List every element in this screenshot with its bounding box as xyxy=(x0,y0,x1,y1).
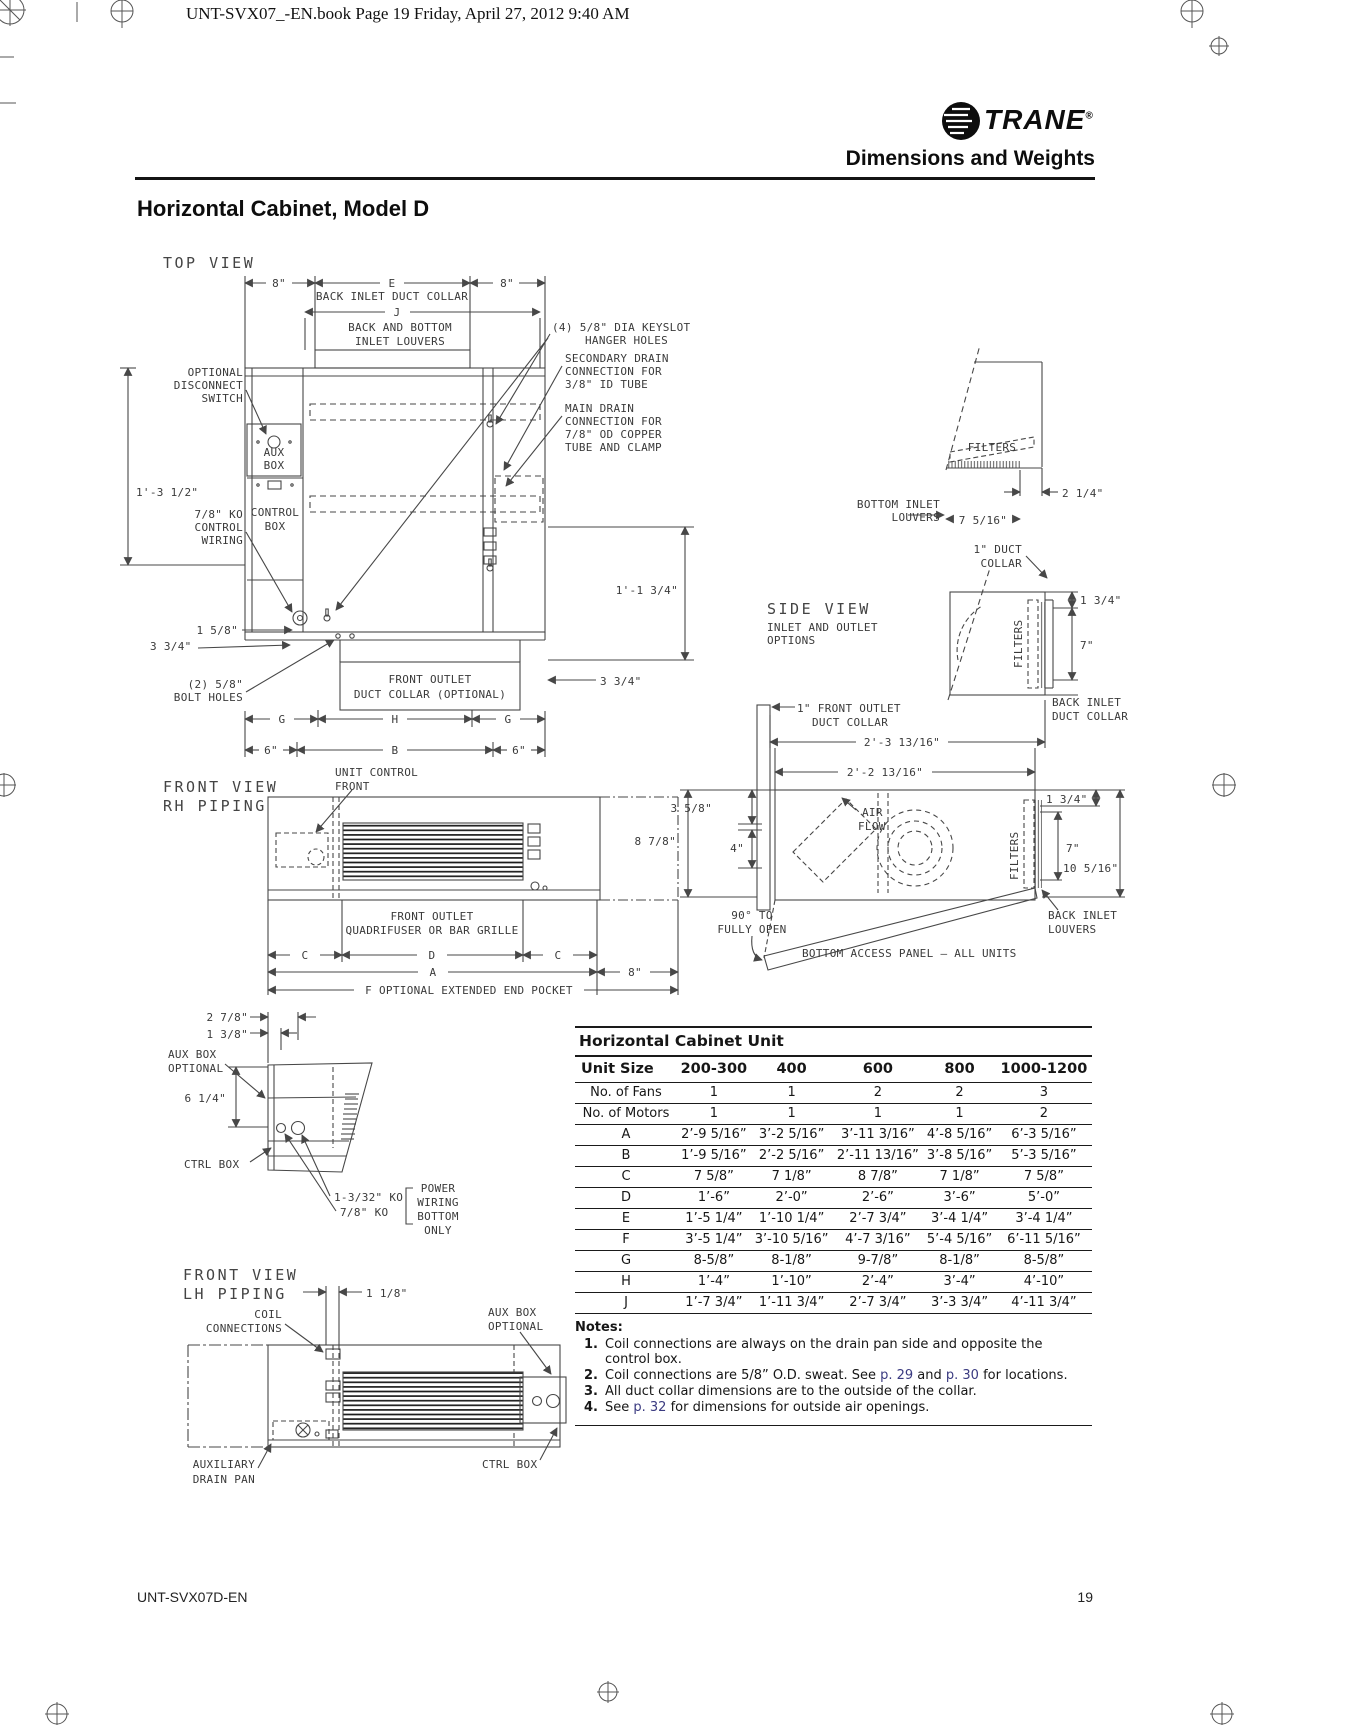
main-drain-label: MAIN DRAIN xyxy=(565,402,635,415)
ctrl-box-label: CTRL BOX xyxy=(184,1158,240,1171)
ko-1-3-32-label: 1-3/32" KO xyxy=(334,1191,404,1204)
column-header: 400 xyxy=(751,1057,833,1083)
dim-1-5-8: 1 5/8" xyxy=(196,624,238,637)
dim-2ft-2-13-16: 2'-2 13/16" xyxy=(846,766,924,779)
louver-detail-drawing xyxy=(908,345,1058,519)
air-flow-label: FLOW xyxy=(858,820,886,833)
cell: 1 xyxy=(923,1104,996,1125)
filters-label: FILTERS xyxy=(1012,619,1025,668)
table-row xyxy=(575,1230,1092,1251)
back-bottom-louvers-label: BACK AND BOTTOM xyxy=(348,321,452,334)
note-item xyxy=(575,1368,1092,1383)
row-label: H xyxy=(575,1272,677,1293)
dim-2ft-3-13-16: 2'-3 13/16" xyxy=(863,736,941,749)
front-outlet-grille-label: FRONT OUTLET xyxy=(390,910,474,923)
keyslot-hanger-holes-label: HANGER HOLES xyxy=(585,334,669,347)
fully-open-label: FULLY OPEN xyxy=(717,923,787,936)
cell: 2’-6” xyxy=(832,1188,923,1209)
dim-g-left: G xyxy=(278,713,286,726)
row-label: No. of Motors xyxy=(575,1104,677,1125)
aux-box-optional-label: AUX BOX xyxy=(488,1306,537,1319)
dim-3-3-4-right: 3 3/4" xyxy=(600,675,642,688)
dim-7: 7" xyxy=(1066,842,1080,855)
power-wiring-label: BOTTOM xyxy=(417,1210,459,1223)
ko-control-wiring-label: 7/8" KO xyxy=(194,508,243,521)
cell: 4’-7 3/16” xyxy=(832,1230,923,1251)
optional-disconnect-label: SWITCH xyxy=(201,392,243,405)
back-inlet-duct-collar-label: BACK INLET xyxy=(1052,696,1122,709)
section-title: Dimensions and Weights xyxy=(845,147,1095,170)
brand-name: TRANE xyxy=(984,104,1086,135)
keyslot-hanger-holes-label: (4) 5/8" DIA KEYSLOT xyxy=(552,321,691,334)
cell: 7 1/8” xyxy=(751,1167,833,1188)
ko-control-wiring-label: WIRING xyxy=(201,534,243,547)
cell: 9-7/8” xyxy=(832,1251,923,1272)
cell: 7 5/8” xyxy=(996,1167,1092,1188)
cell: 3’-4” xyxy=(923,1272,996,1293)
cell: 1’-5 1/4” xyxy=(677,1209,751,1230)
bolt-holes-label: BOLT HOLES xyxy=(173,691,243,704)
control-box-label: CONTROL xyxy=(250,506,300,519)
main-drain-label: TUBE AND CLAMP xyxy=(565,441,662,454)
cell: 1’-10 1/4” xyxy=(751,1209,833,1230)
back-bottom-louvers-label: INLET LOUVERS xyxy=(355,335,445,348)
front-outlet-duct-collar-label: DUCT COLLAR (OPTIONAL) xyxy=(353,688,507,701)
front-outlet-duct-collar-1in-label: 1" FRONT OUTLET xyxy=(797,702,901,715)
main-drain-label: 7/8" OD COPPER xyxy=(565,428,662,441)
secondary-drain-label: CONNECTION FOR xyxy=(565,365,662,378)
row-label: F xyxy=(575,1230,677,1251)
aux-box-optional-label: OPTIONAL xyxy=(488,1320,544,1333)
cell: 3’-5 1/4” xyxy=(677,1230,751,1251)
cell: 1 xyxy=(677,1104,751,1125)
coil-connections-label: COIL xyxy=(254,1308,282,1321)
cell: 6’-3 5/16” xyxy=(996,1125,1092,1146)
cell: 8 7/8” xyxy=(832,1167,923,1188)
cell: 3’-2 5/16” xyxy=(751,1125,833,1146)
optional-disconnect-label: DISCONNECT xyxy=(173,379,243,392)
cell: 4’-10” xyxy=(996,1272,1092,1293)
power-wiring-label: POWER xyxy=(420,1182,456,1195)
front-view-rh-drawing xyxy=(268,790,678,995)
note-number: 2. xyxy=(584,1368,598,1383)
page-link[interactable]: p. 29 xyxy=(880,1368,914,1383)
table-row xyxy=(575,1167,1092,1188)
cell: 3’-4 1/4” xyxy=(996,1209,1092,1230)
auxiliary-drain-pan-label: AUXILIARY xyxy=(192,1458,255,1471)
cell: 5’-0” xyxy=(996,1188,1092,1209)
note-text: Coil connections are always on the drain pan side and opposite the control box. xyxy=(605,1337,1043,1367)
table-row xyxy=(575,1251,1092,1272)
dim-10-5-16: 10 5/16" xyxy=(1063,862,1119,875)
table-row xyxy=(575,1083,1092,1104)
table-row xyxy=(575,1293,1092,1314)
duct-collar-1in-label: 1" DUCT xyxy=(973,543,1022,556)
note-text-part: Coil connections are 5/8” O.D. sweat. See xyxy=(605,1368,881,1383)
page-title: Horizontal Cabinet, Model D xyxy=(137,196,430,221)
trane-logo-icon xyxy=(942,102,980,140)
dim-1-3-4: 1 3/4" xyxy=(1080,594,1122,607)
dim-1ft-1-3-4: 1'-1 3/4" xyxy=(615,584,678,597)
page-link[interactable]: p. 30 xyxy=(945,1368,979,1383)
dim-g-right: G xyxy=(504,713,512,726)
bolt-holes-label: (2) 5/8" xyxy=(187,678,243,691)
cell: 5’-3 5/16” xyxy=(996,1146,1092,1167)
row-label: No. of Fans xyxy=(575,1083,677,1104)
cell: 3’-4 1/4” xyxy=(923,1209,996,1230)
dim-e: E xyxy=(388,277,396,290)
dim-6-left: 6" xyxy=(264,744,278,757)
aux-box-label: BOX xyxy=(263,459,285,472)
ctrl-box-label: CTRL BOX xyxy=(482,1458,538,1471)
column-header: 800 xyxy=(923,1057,996,1083)
table-row xyxy=(575,1188,1092,1209)
dim-8: 8" xyxy=(628,966,642,979)
column-header: Unit Size xyxy=(575,1057,677,1083)
cell: 2’-4” xyxy=(832,1272,923,1293)
note-item xyxy=(575,1400,1092,1415)
cell: 3’-6” xyxy=(923,1188,996,1209)
note-text xyxy=(605,1400,1083,1415)
dim-8-left: 8" xyxy=(272,277,286,290)
dim-1-1-8: 1 1/8" xyxy=(366,1287,408,1300)
bottom-inlet-louvers-label: LOUVERS xyxy=(891,511,940,524)
dim-b: B xyxy=(391,744,399,757)
front-view-rh-title: FRONT VIEW xyxy=(163,778,279,796)
note-text-part: and xyxy=(913,1368,946,1383)
table-row xyxy=(575,1104,1092,1125)
cell: 3’-10 5/16” xyxy=(751,1230,833,1251)
duct-collar-1in-label: COLLAR xyxy=(980,557,1022,570)
table-row xyxy=(575,1209,1092,1230)
main-drain-label: CONNECTION FOR xyxy=(565,415,662,428)
column-header: 200-300 xyxy=(677,1057,751,1083)
dim-2-7-8: 2 7/8" xyxy=(206,1011,248,1024)
cell: 1 xyxy=(751,1083,833,1104)
dim-2-1-4: 2 1/4" xyxy=(1062,487,1104,500)
note-number: 1. xyxy=(584,1337,598,1352)
note-number: 4. xyxy=(584,1400,598,1415)
optional-disconnect-label: OPTIONAL xyxy=(187,366,243,379)
registered-mark: ® xyxy=(1085,110,1094,122)
cell: 2’-7 3/4” xyxy=(832,1209,923,1230)
back-inlet-louvers-label: LOUVERS xyxy=(1048,923,1097,936)
dim-3-3-4-left: 3 3/4" xyxy=(150,640,192,653)
cell: 1’-6” xyxy=(677,1188,751,1209)
aux-box-optional-label: OPTIONAL xyxy=(168,1062,224,1075)
table-header-row xyxy=(575,1057,1092,1083)
cell: 2’-0” xyxy=(751,1188,833,1209)
note-item xyxy=(575,1384,1092,1399)
front-outlet-grille-label: QUADRIFUSER OR BAR GRILLE xyxy=(345,924,519,937)
note-item xyxy=(575,1337,1092,1367)
note-text-part: for dimensions for outside air openings. xyxy=(666,1400,930,1415)
column-header: 600 xyxy=(832,1057,923,1083)
dim-h: H xyxy=(391,713,399,726)
back-inlet-louvers-label: BACK INLET xyxy=(1048,909,1118,922)
aux-box-optional-label: AUX BOX xyxy=(168,1048,217,1061)
dimension-table xyxy=(575,1026,1092,1426)
front-view-lh-title: LH PIPING xyxy=(183,1285,287,1303)
control-box-label: BOX xyxy=(264,520,286,533)
footer-page-number: 19 xyxy=(1077,1589,1093,1605)
cell: 2’-7 3/4” xyxy=(832,1293,923,1314)
top-view-title: TOP VIEW xyxy=(163,254,256,272)
row-label: E xyxy=(575,1209,677,1230)
dim-6-1-4: 6 1/4" xyxy=(184,1092,226,1105)
footer-doc-number: UNT-SVX07D-EN xyxy=(137,1589,248,1605)
cell: 8-1/8” xyxy=(751,1251,833,1272)
table-title: Horizontal Cabinet Unit xyxy=(575,1028,1092,1057)
cell: 5’-4 5/16” xyxy=(923,1230,996,1251)
power-wiring-label: ONLY xyxy=(424,1224,452,1237)
cell: 2 xyxy=(832,1083,923,1104)
cell: 2 xyxy=(923,1083,996,1104)
filters-label: FILTERS xyxy=(967,441,1017,454)
power-wiring-label: WIRING xyxy=(417,1196,459,1209)
front-view-rh-title: RH PIPING xyxy=(163,797,267,815)
dim-8-right: 8" xyxy=(500,277,514,290)
page-link[interactable]: p. 32 xyxy=(633,1400,667,1415)
cell: 1’-9 5/16” xyxy=(677,1146,751,1167)
cell: 1’-11 3/4” xyxy=(751,1293,833,1314)
dim-a: A xyxy=(429,966,437,979)
dim-c-right: C xyxy=(554,949,562,962)
side-view-subtitle: OPTIONS xyxy=(767,634,816,647)
column-header: 1000-1200 xyxy=(996,1057,1092,1083)
air-flow-label: AIR xyxy=(862,806,883,819)
dim-3-5-8: 3 5/8" xyxy=(670,802,712,815)
dim-1ft-3-1-2: 1'-3 1/2" xyxy=(136,486,199,499)
table-row xyxy=(575,1125,1092,1146)
notes-section xyxy=(575,1314,1092,1426)
secondary-drain-label: SECONDARY DRAIN xyxy=(565,352,669,365)
cell: 1’-10” xyxy=(751,1272,833,1293)
dim-d: D xyxy=(428,949,436,962)
table-row xyxy=(575,1272,1092,1293)
cell: 1 xyxy=(751,1104,833,1125)
cell: 8-5/8” xyxy=(677,1251,751,1272)
aux-box-label: AUX xyxy=(263,446,285,459)
dim-7: 7" xyxy=(1080,639,1094,652)
cell: 8-1/8” xyxy=(923,1251,996,1272)
dim-j: J xyxy=(393,306,401,319)
dim-c-left: C xyxy=(301,949,309,962)
cell: 1’-4” xyxy=(677,1272,751,1293)
dim-f-pocket: F OPTIONAL EXTENDED END POCKET xyxy=(365,984,573,997)
note-text xyxy=(605,1368,1083,1383)
notes-heading: Notes: xyxy=(575,1320,623,1335)
cell: 1’-7 3/4” xyxy=(677,1293,751,1314)
note-text-part: See xyxy=(605,1400,634,1415)
cell: 7 5/8” xyxy=(677,1167,751,1188)
cell: 7 1/8” xyxy=(923,1167,996,1188)
dim-8-7-8: 8 7/8" xyxy=(634,835,676,848)
header-rule xyxy=(135,177,1095,180)
back-inlet-duct-collar-label: DUCT COLLAR xyxy=(1052,710,1129,723)
cell: 3 xyxy=(996,1083,1092,1104)
secondary-drain-label: 3/8" ID TUBE xyxy=(565,378,649,391)
cell: 2’-2 5/16” xyxy=(751,1146,833,1167)
cell: 2’-9 5/16” xyxy=(677,1125,751,1146)
side-view-open-drawing xyxy=(680,748,1125,970)
fully-open-label: 90° TO xyxy=(731,909,773,922)
row-label: C xyxy=(575,1167,677,1188)
front-view-lh-title: FRONT VIEW xyxy=(183,1266,299,1284)
cell: 6’-11 5/16” xyxy=(996,1230,1092,1251)
cell: 2 xyxy=(996,1104,1092,1125)
dim-4: 4" xyxy=(730,842,744,855)
document-header-line: UNT-SVX07_-EN.book Page 19 Friday, April 27, 2012 9:40 AM xyxy=(186,4,630,23)
note-text-part: for locations. xyxy=(978,1368,1068,1383)
cell: 3’-3 3/4” xyxy=(923,1293,996,1314)
side-view-title: SIDE VIEW xyxy=(767,600,871,618)
ko-7-8-label: 7/8" KO xyxy=(340,1206,389,1219)
bottom-access-panel-label: BOTTOM ACCESS PANEL – ALL UNITS xyxy=(802,947,1017,960)
note-number: 3. xyxy=(584,1384,598,1399)
cell: 1 xyxy=(677,1083,751,1104)
row-label: B xyxy=(575,1146,677,1167)
cell: 3’-11 3/16” xyxy=(832,1125,923,1146)
back-inlet-duct-collar-label: BACK INLET DUCT COLLAR xyxy=(315,290,469,303)
cell: 4’-11 3/4” xyxy=(996,1293,1092,1314)
note-text: All duct collar dimensions are to the outside of the collar. xyxy=(605,1384,977,1399)
front-outlet-duct-collar-label: FRONT OUTLET xyxy=(388,673,472,686)
coil-connections-label: CONNECTIONS xyxy=(205,1322,282,1335)
cell: 1 xyxy=(832,1104,923,1125)
table-row xyxy=(575,1146,1092,1167)
dim-1-3-4: 1 3/4" xyxy=(1046,793,1088,806)
ko-control-wiring-label: CONTROL xyxy=(194,521,243,534)
unit-control-label: FRONT xyxy=(335,780,370,793)
dim-6-right: 6" xyxy=(512,744,526,757)
dim-7-5-16: 7 5/16" xyxy=(958,514,1008,527)
dim-1-3-8: 1 3/8" xyxy=(206,1028,248,1041)
cell: 3’-8 5/16” xyxy=(923,1146,996,1167)
unit-control-label: UNIT CONTROL xyxy=(335,766,419,779)
cell: 4’-8 5/16” xyxy=(923,1125,996,1146)
filters-label: FILTERS xyxy=(1008,831,1021,880)
front-outlet-duct-collar-1in-label: DUCT COLLAR xyxy=(812,716,889,729)
row-label: G xyxy=(575,1251,677,1272)
cell: 8-5/8” xyxy=(996,1251,1092,1272)
cell: 2’-11 13/16” xyxy=(832,1146,923,1167)
bottom-inlet-louvers-label: BOTTOM INLET xyxy=(856,498,940,511)
auxiliary-drain-pan-label: DRAIN PAN xyxy=(192,1473,255,1486)
row-label: A xyxy=(575,1125,677,1146)
trane-wordmark xyxy=(984,104,1094,136)
row-label: D xyxy=(575,1188,677,1209)
row-label: J xyxy=(575,1293,677,1314)
side-view-subtitle: INLET AND OUTLET xyxy=(767,621,878,634)
